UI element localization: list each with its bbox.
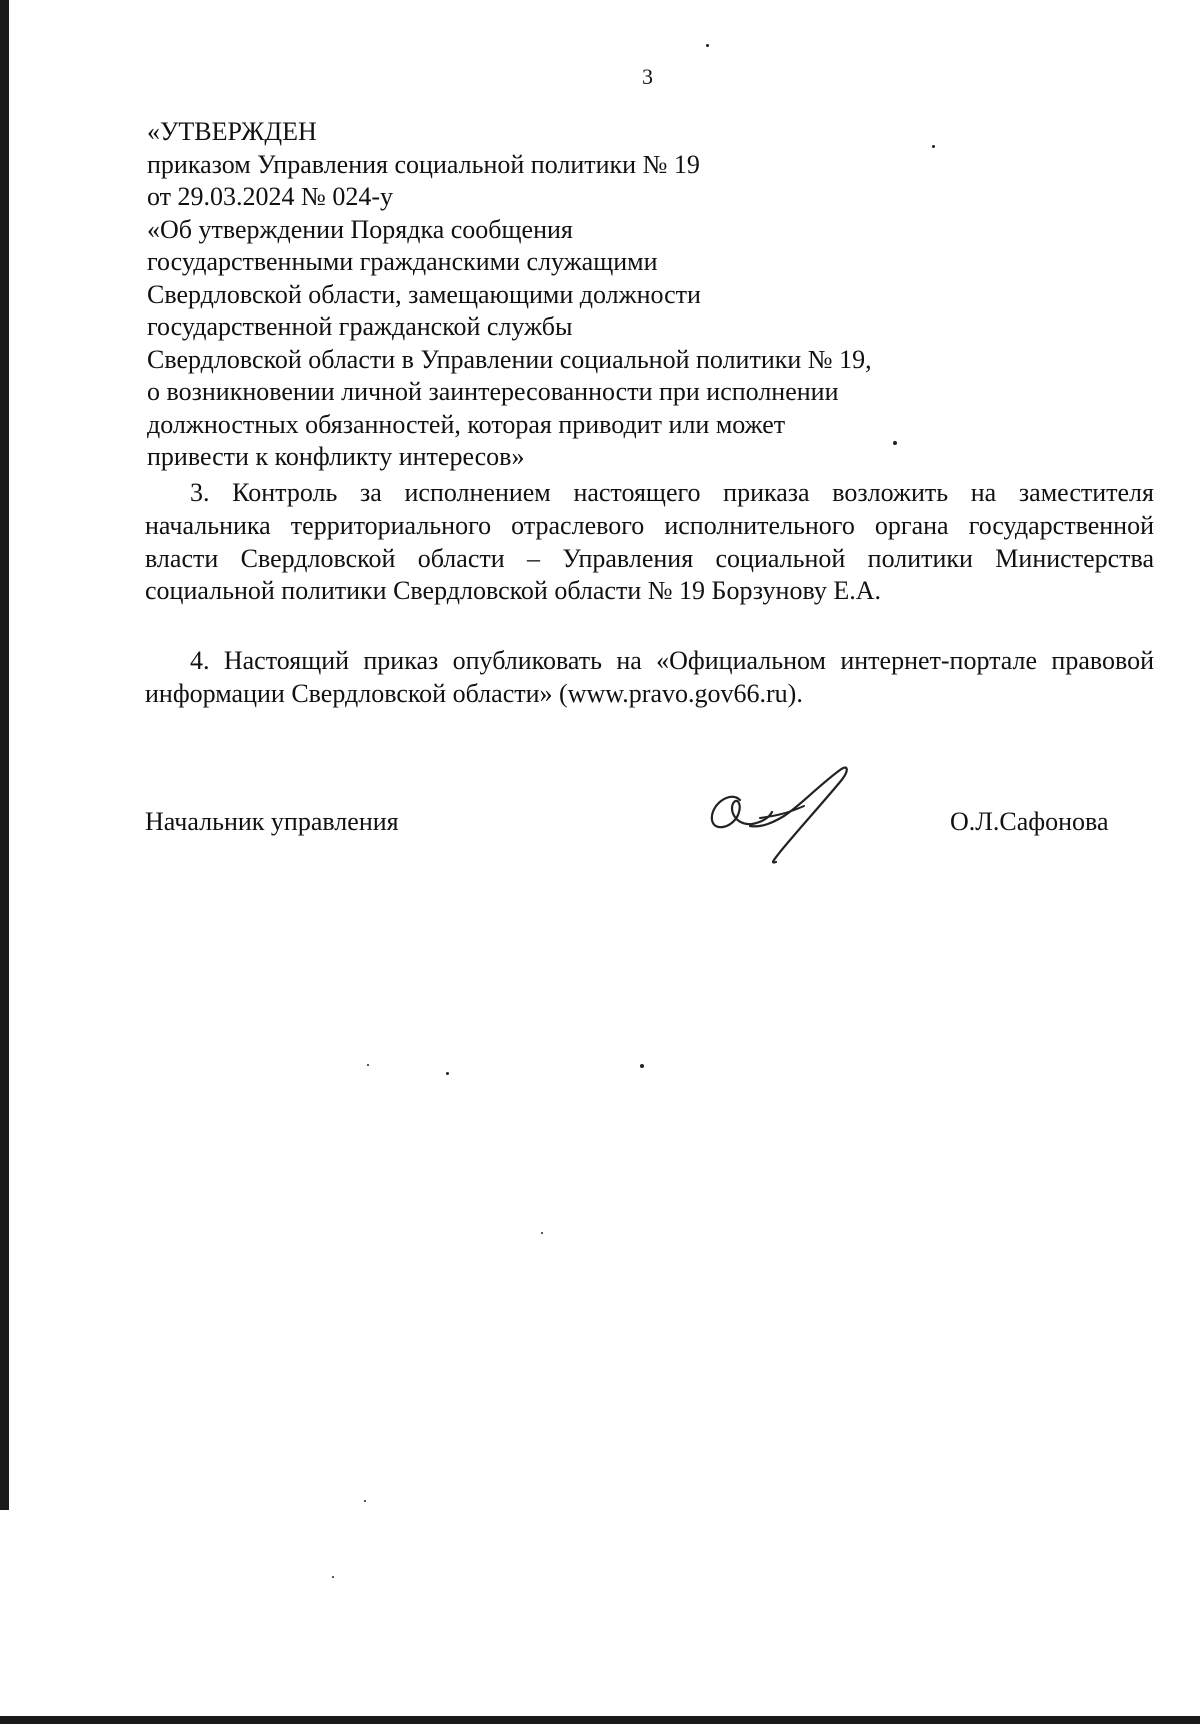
approval-line: от 29.03.2024 № 024-у: [147, 182, 393, 211]
approval-line: привести к конфликту интересов»: [147, 442, 525, 471]
scan-speck: [932, 145, 935, 148]
scan-speck: [541, 1232, 543, 1234]
scan-speck: [364, 1500, 366, 1502]
scan-speck: [367, 1064, 369, 1066]
approval-line: Свердловской области, замещающими должности: [147, 279, 701, 309]
approval-line: «УТВЕРЖДЕН: [147, 117, 317, 146]
scan-speck: [893, 441, 897, 445]
scan-edge-left: [0, 0, 9, 1510]
scan-speck: [332, 1576, 334, 1578]
approval-line: приказом Управления социальной политики № 19: [147, 149, 700, 179]
signatory-name: О.Л.Сафонова: [950, 807, 1109, 836]
page-number: 3: [642, 64, 653, 89]
signatory-position: Начальник управления: [145, 807, 399, 836]
scan-edge-bottom: [0, 1716, 1200, 1724]
paragraph-3-control: 3. Контроль за исполнением настоящего приказа возложить на заместителя начальника территориального отраслевого исполнительного органа государственной власти Свердловской области – Управления социальной политики Министерства социальной политики Свердловской области № 19 Борзунову Е.А.: [145, 478, 1154, 606]
approval-line: государственной гражданской службы: [147, 312, 573, 341]
approval-line: о возникновении личной заинтересованности при исполнении: [147, 377, 839, 406]
approval-line: государственными гражданскими служащими: [147, 247, 658, 276]
handwritten-signature-icon: [700, 760, 860, 870]
approval-stamp-block: [147, 116, 967, 474]
approval-line: Свердловской области в Управлении социальной политики № 19,: [147, 344, 872, 374]
approval-line: «Об утверждении Порядка сообщения: [147, 214, 573, 244]
paragraph-4-publish: 4. Настоящий приказ опубликовать на «Официальном интернет-портале правовой информации Свердловской области» (www.pravo.gov66.ru).: [145, 646, 1154, 708]
approval-line: должностных обязанностей, которая приводит или может: [147, 409, 786, 439]
scan-speck: [446, 1072, 449, 1075]
scan-speck: [640, 1064, 644, 1068]
scan-speck: [706, 44, 709, 47]
